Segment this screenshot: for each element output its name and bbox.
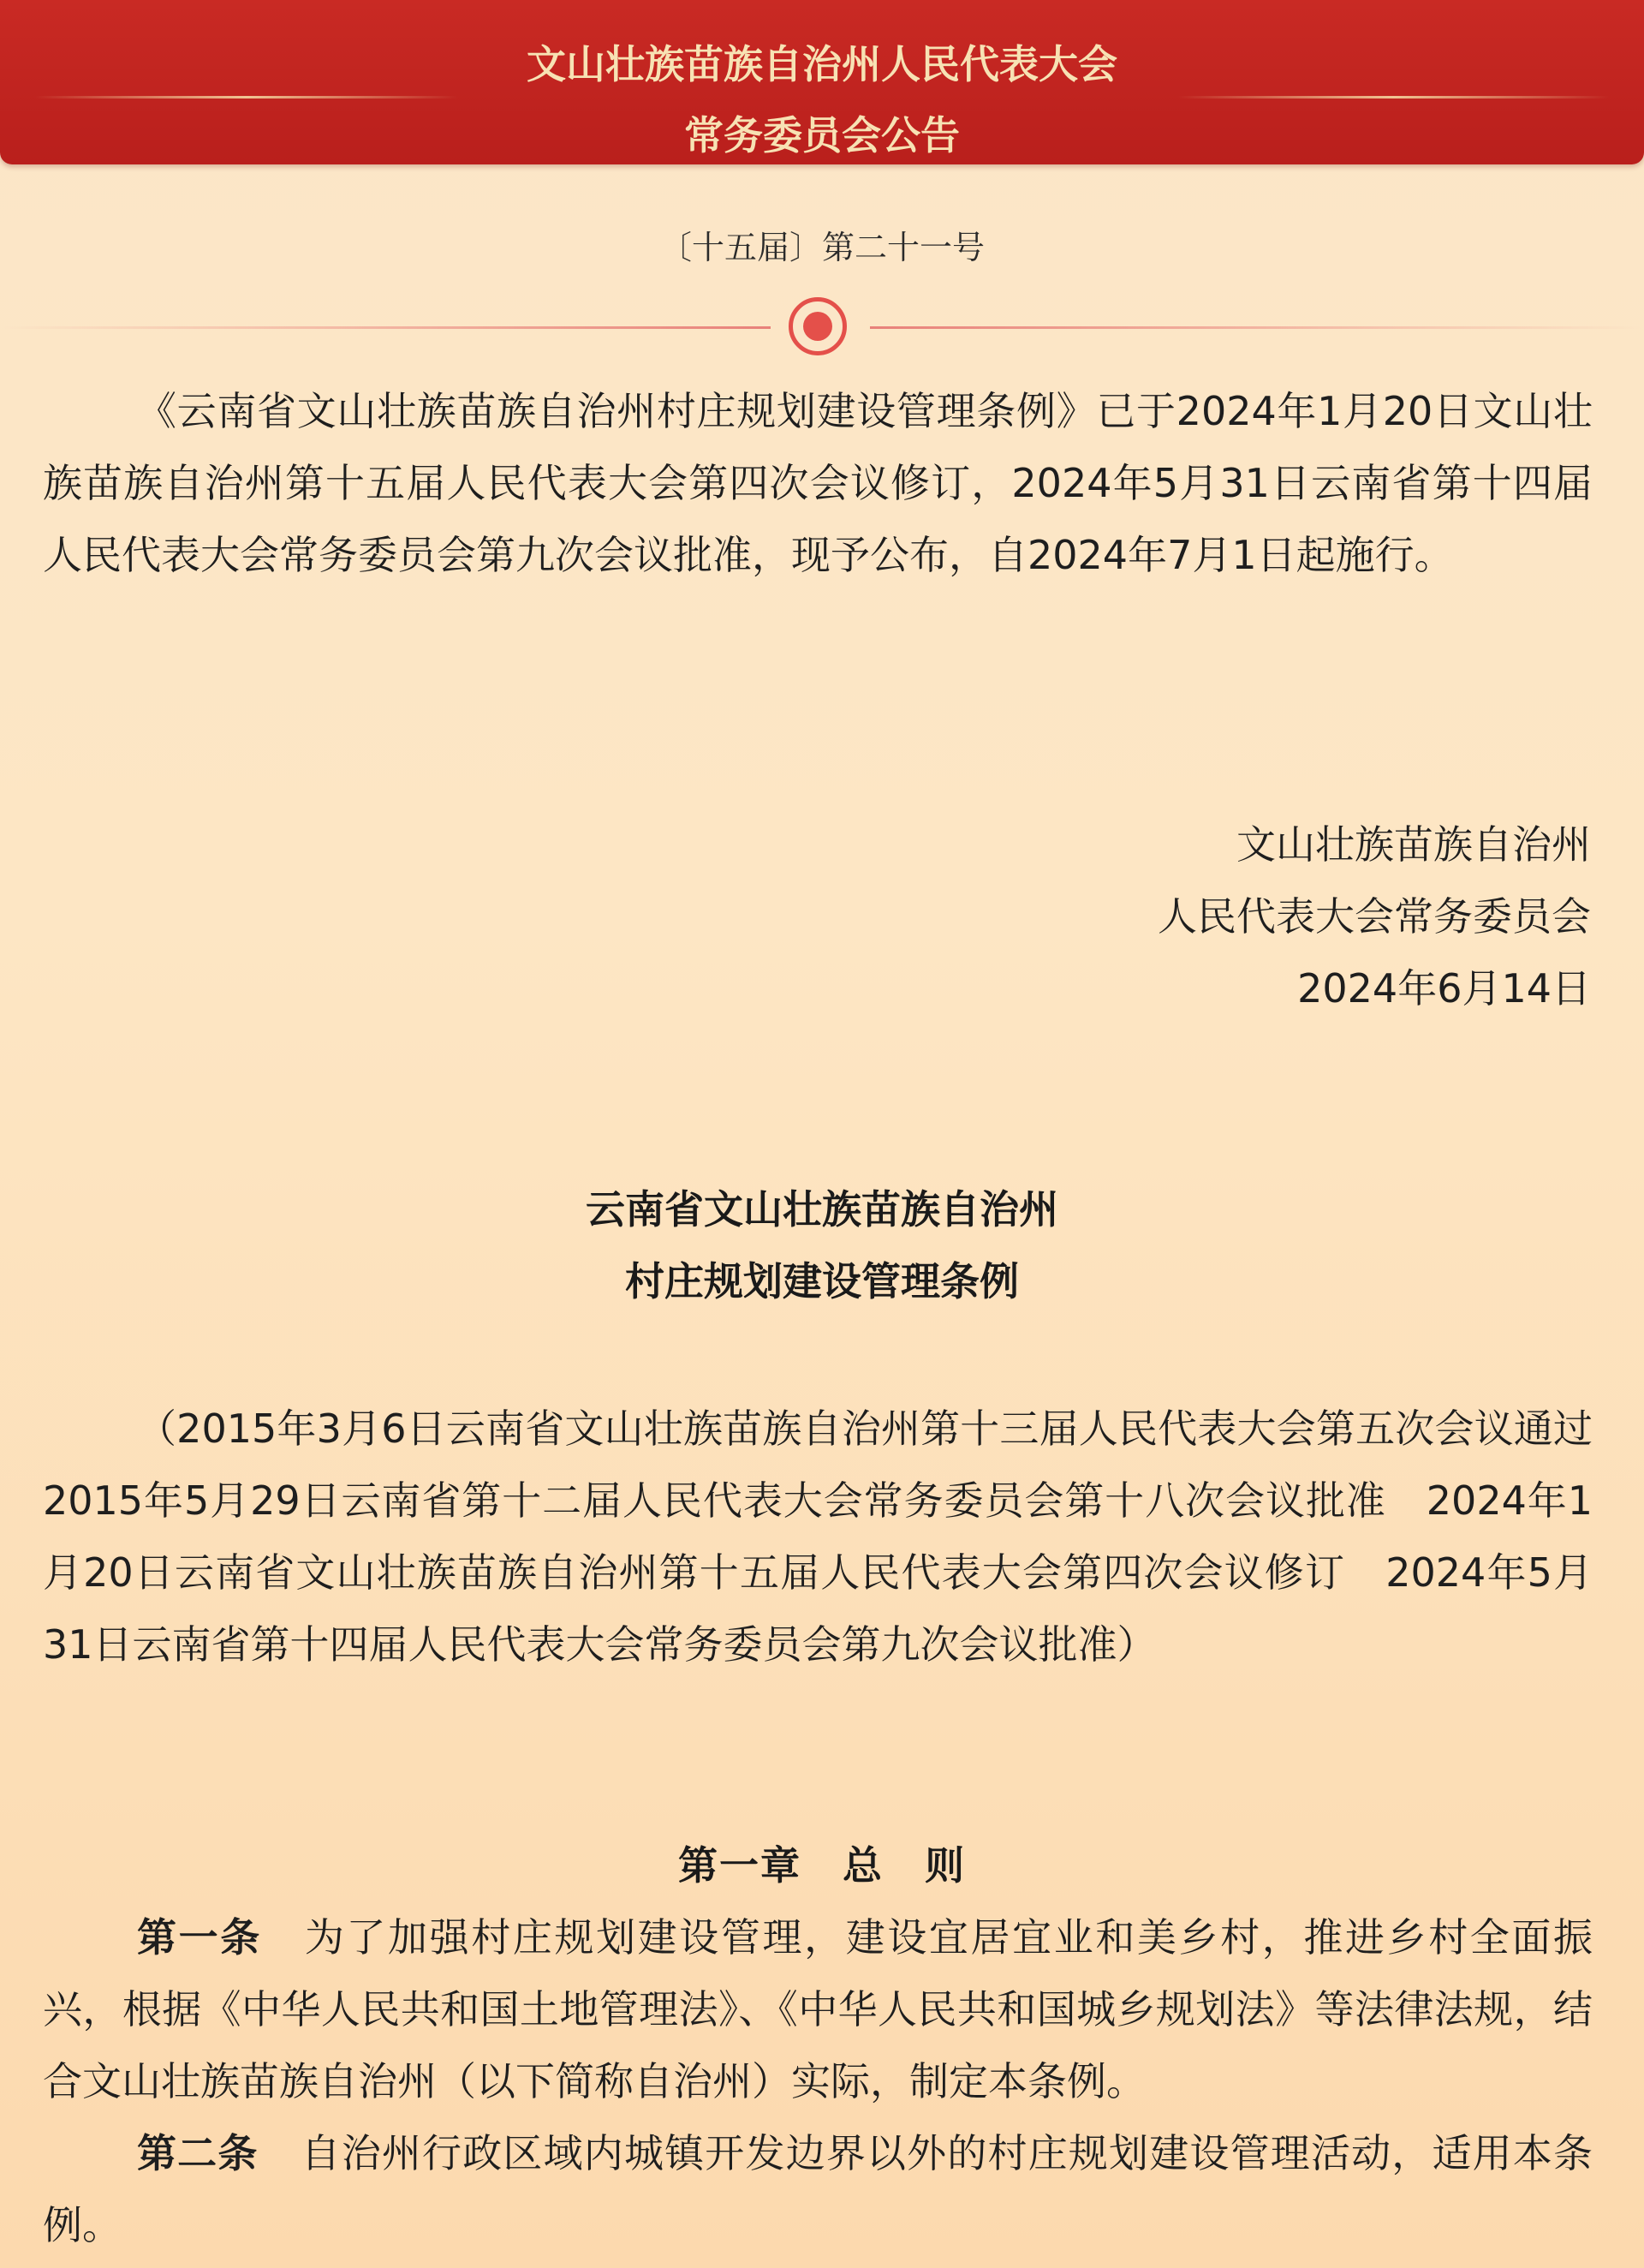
regulation-history: （2015年3月6日云南省文山壮族苗族自治州第十三届人民代表大会第五次会议通过 2015年5月29日云南省第十二届人民代表大会常务委员会第十八次会议批准 2024年1月20日云南省文山壮族苗族自治州第十五届人民代表大会第四次会议修订 2024年5月31日云南省第十四届人民代表大会常务委员会第九次会议批准）: [43, 1406, 1632, 1668]
regulation-title-line2: 村庄规划建设管理条例: [625, 1258, 1019, 1304]
chapter-heading: 第一章 总 则: [678, 1842, 966, 1889]
header-title-line1: 文山壮族苗族自治州人民代表大会: [527, 41, 1117, 87]
divider-line-left: [0, 326, 771, 329]
signature-date: 2024年6月14日: [1297, 965, 1591, 1012]
issue-number: 〔十五届〕第二十一号: [658, 229, 985, 266]
signature-org-line1: 文山壮族苗族自治州: [1236, 821, 1591, 868]
header-decor-line-left: [34, 96, 458, 98]
article-2: [43, 2117, 1593, 2261]
header-decor-line-right: [1177, 96, 1610, 98]
article-2-label: 第二条: [137, 2130, 259, 2176]
announcement-text: 《云南省文山壮族苗族自治州村庄规划建设管理条例》已于2024年1月20日文山壮族苗族自治州第十五届人民代表大会第四次会议修订，2024年5月31日云南省第十四届人民代表大会常务委员会第九次会议批准，现予公布，自2024年7月1日起施行。: [43, 388, 1593, 578]
article-1: [43, 1901, 1593, 2117]
header-title-line2: 常务委员会公告: [684, 112, 960, 158]
divider-dot-icon: [789, 297, 847, 355]
article-1-text: 为了加强村庄规划建设管理，建设宜居宜业和美乡村，推进乡村全面振兴，根据《中华人民共和国土地管理法》、《中华人民共和国城乡规划法》等法律法规，结合文山壮族苗族自治州（以下简称自治州）实际，制定本条例。: [43, 1914, 1593, 2104]
regulation-title-line1: 云南省文山壮族苗族自治州: [586, 1186, 1058, 1232]
divider-line-right: [870, 326, 1644, 329]
header-banner: [0, 0, 1644, 164]
signature-org-line2: 人民代表大会常务委员会: [1158, 893, 1591, 940]
article-1-label: 第一条: [137, 1914, 262, 1961]
article-2-text: 自治州行政区域内城镇开发边界以外的村庄规划建设管理活动，适用本条例。: [43, 2130, 1593, 2248]
